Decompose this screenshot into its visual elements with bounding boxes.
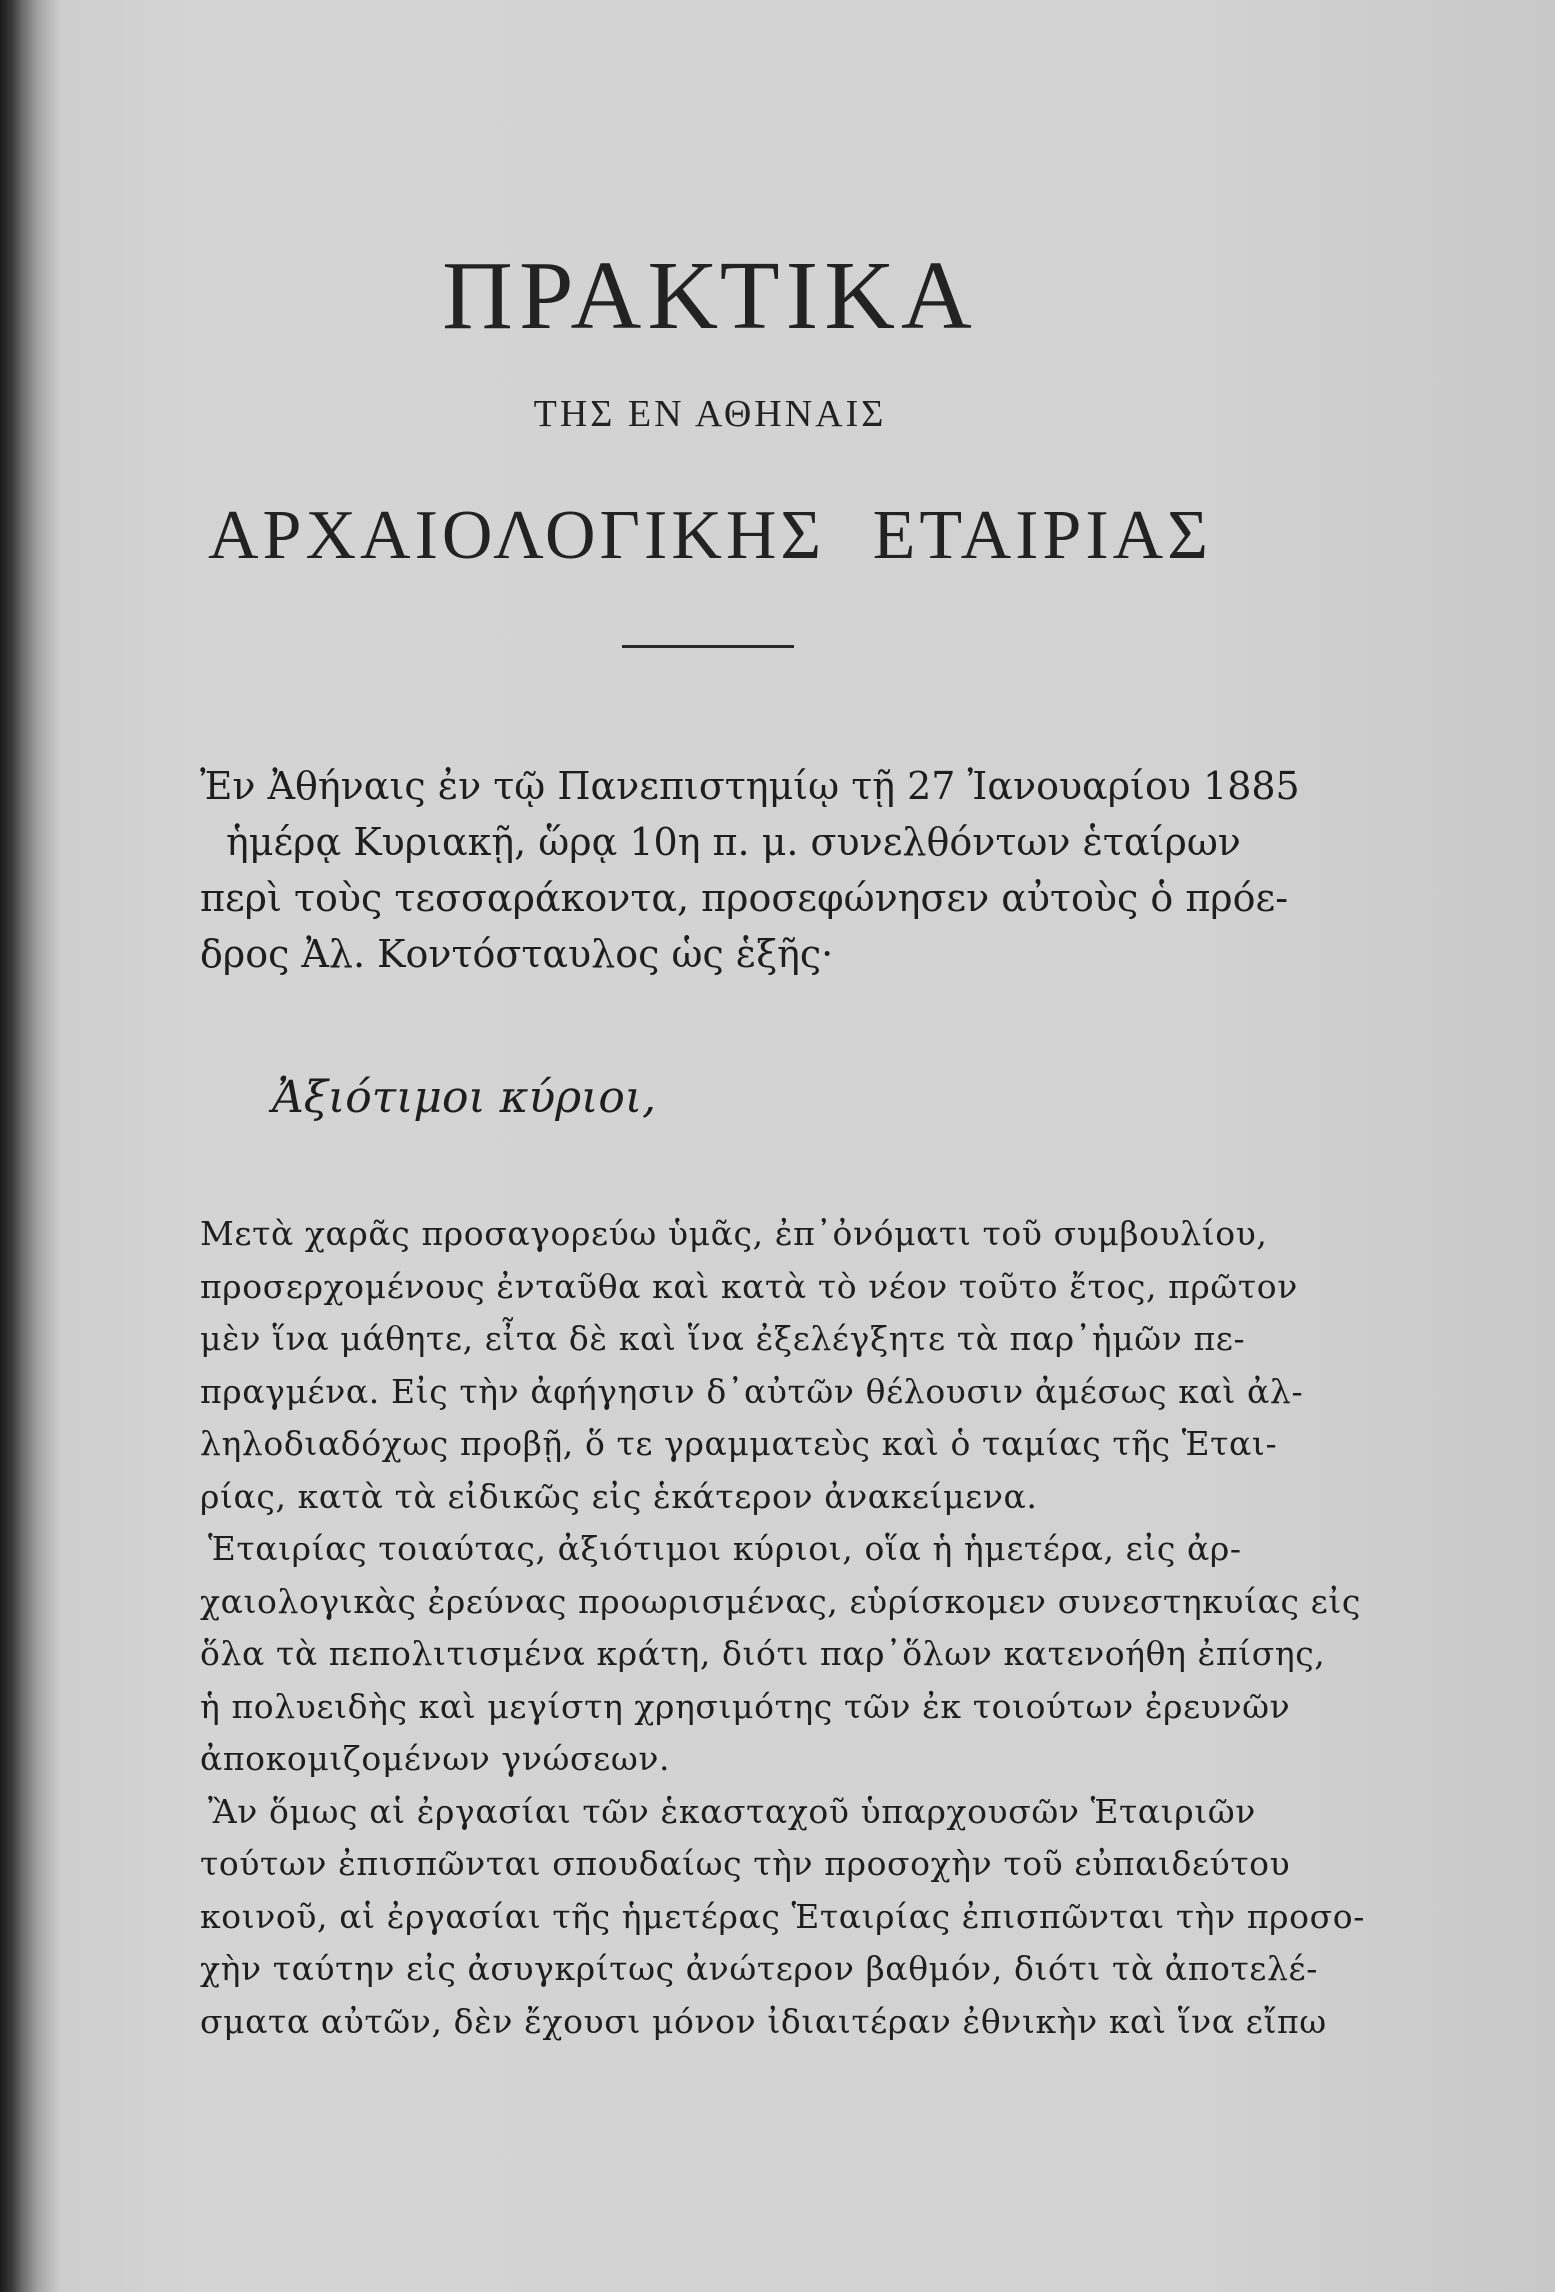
speech-body: [200, 1208, 1365, 2048]
page-subtitle: ΤΗΣ ΕΝ ΑΘΗΝΑΙΣ: [533, 393, 887, 435]
intro-line: ἡμέρᾳ Κυριακῇ, ὥρᾳ 10η π. μ. συνελθόντων ἑταίρων: [226, 820, 1241, 864]
body-line: ρίας, κατὰ τὰ εἰδικῶς εἰς ἑκάτερον ἀνακείμενα.: [200, 1476, 1038, 1516]
body-line: Ἑταιρίας τοιαύτας, ἀξιότιμοι κύριοι, οἵα ἡ ἡμετέρα, εἰς ἀρ-: [208, 1529, 1242, 1568]
body-line: ληλοδιαδόχως προβῇ, ὅ τε γραμματεὺς καὶ ὁ ταμίας τῆς Ἑται-: [200, 1424, 1278, 1463]
body-line: Ἂν ὅμως αἱ ἐργασίαι τῶν ἑκασταχοῦ ὑπαρχουσῶν Ἑταιριῶν: [208, 1791, 1256, 1831]
body-line: προσερχομένους ἐνταῦθα καὶ κατὰ τὸ νέον τοῦτο ἔτος, πρῶτον: [200, 1266, 1298, 1306]
body-line: χαιολογικὰς ἐρεύνας προωρισμένας, εὑρίσκομεν συνεστηκυίας εἰς: [200, 1581, 1361, 1621]
intro-paragraph: [200, 758, 1300, 982]
body-line: τούτων ἐπισπῶνται σπουδαίως τὴν προσοχὴν τοῦ εὐπαιδεύτου: [200, 1844, 1291, 1883]
body-line: πραγμένα. Εἰς τὴν ἀφήγησιν δ᾽αὐτῶν θέλουσιν ἀμέσως καὶ ἀλ-: [200, 1371, 1304, 1411]
body-line: Μετὰ χαρᾶς προσαγορεύω ὑμᾶς, ἐπ᾽ὀνόματι τοῦ συμβουλίου,: [200, 1214, 1268, 1253]
body-line: χὴν ταύτην εἰς ἀσυγκρίτως ἀνώτερον βαθμόν, διότι τὰ ἀποτελέ-: [200, 1949, 1318, 1988]
body-line: μὲν ἵνα μάθητε, εἶτα δὲ καὶ ἵνα ἐξελέγξητε τὰ παρ᾽ἡμῶν πε-: [200, 1319, 1246, 1358]
body-paragraph: [200, 1786, 1365, 2049]
page-title: ΠΡΑΚΤΙΚΑ: [442, 242, 978, 350]
intro-line: Ἐν Ἀθήναις ἐν τῷ Πανεπιστημίῳ τῇ 27 Ἰανουαρίου 1885: [200, 764, 1300, 808]
body-line: ἡ πολυειδὴς καὶ μεγίστη χρησιμότης τῶν ἐκ τοιούτων ἐρευνῶν: [200, 1686, 1291, 1726]
intro-line: περὶ τοὺς τεσσαράκοντα, προσεφώνησεν αὐτοὺς ὁ πρόε-: [200, 876, 1289, 920]
society-name: ΑΡΧΑΙΟΛΟΓΙΚΗΣ ΕΤΑΙΡΙΑΣ: [208, 497, 1212, 574]
salutation: Ἀξιότιμοι κύριοι,: [272, 1072, 657, 1123]
body-line: ἀποκομιζομένων γνώσεων.: [200, 1739, 671, 1778]
body-line: σματα αὐτῶν, δὲν ἔχουσι μόνον ἰδιαιτέραν ἐθνικὴν καὶ ἵνα εἴπω: [200, 2001, 1327, 2041]
body-line: κοινοῦ, αἱ ἐργασίαι τῆς ἡμετέρας Ἑταιρίας ἐπισπῶνται τὴν προσο-: [200, 1896, 1365, 1936]
body-paragraph: [200, 1208, 1304, 1523]
intro-line: δρος Ἀλ. Κοντόσταυλος ὡς ἑξῆς·: [200, 932, 834, 976]
title-divider: [622, 645, 794, 648]
body-line: ὅλα τὰ πεπολιτισμένα κράτη, διότι παρ᾽ὅλων κατενοήθη ἐπίσης,: [200, 1634, 1326, 1673]
body-paragraph: [200, 1523, 1361, 1786]
